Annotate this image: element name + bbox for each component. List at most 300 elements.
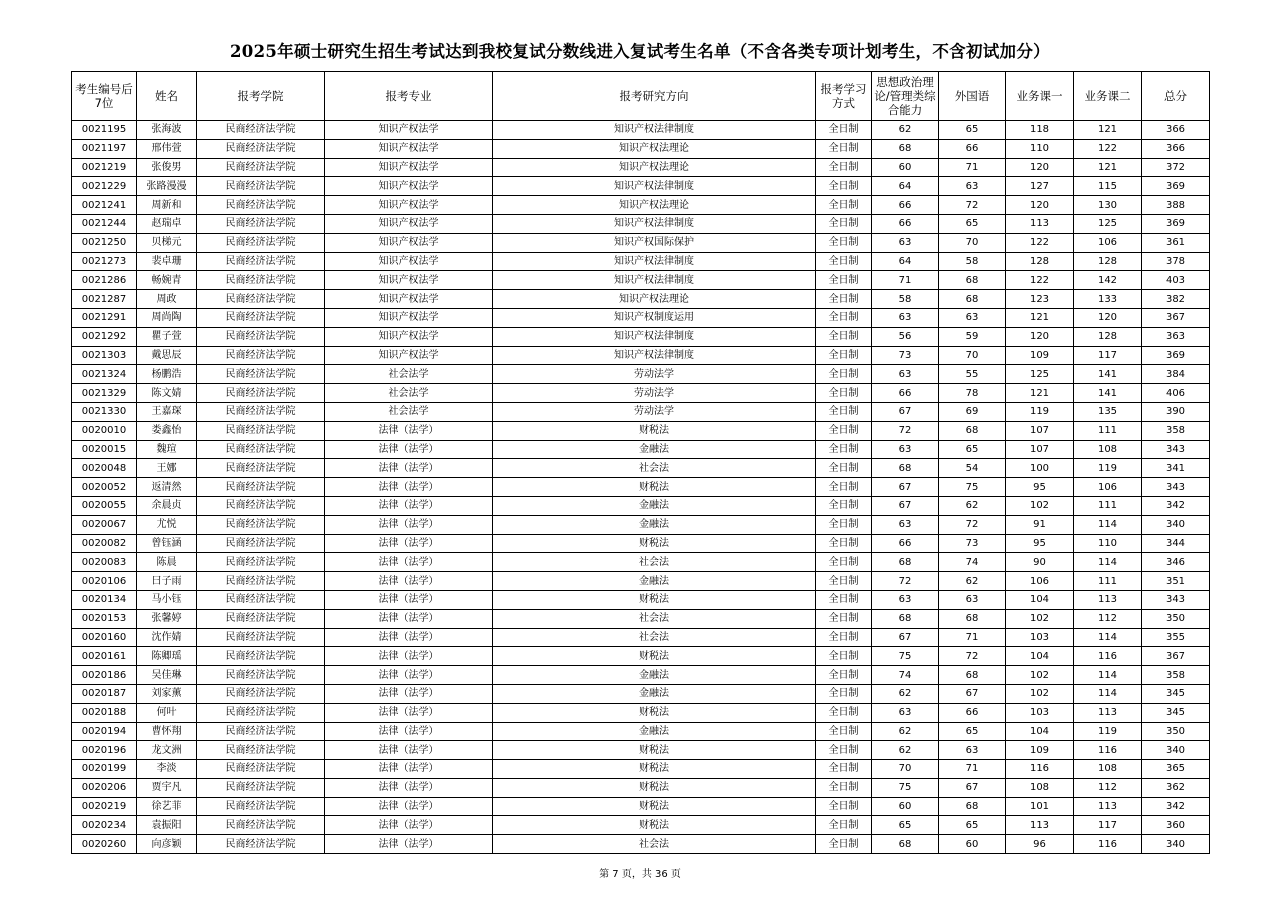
table-row [72,271,1210,290]
total-score-cell: 366 [1142,139,1210,158]
direction-cell: 财税法 [493,534,816,553]
candidate-id-cell: 0020194 [72,722,137,741]
direction-cell: 劳动法学 [493,402,816,421]
foreign-language-cell: 68 [939,271,1006,290]
subject-two-cell: 116 [1074,647,1142,666]
direction-cell: 财税法 [493,741,816,760]
study-mode-cell: 全日制 [816,835,872,854]
table-row [72,534,1210,553]
politics-score-cell: 58 [872,290,939,309]
college-cell: 民商经济法学院 [197,346,325,365]
major-cell: 法律（法学） [325,797,493,816]
name-cell: 陈卿瑶 [137,647,197,666]
study-mode-cell: 全日制 [816,402,872,421]
study-mode-cell: 全日制 [816,741,872,760]
direction-cell: 金融法 [493,572,816,591]
candidate-id-cell: 0021273 [72,252,137,271]
study-mode-cell: 全日制 [816,496,872,515]
subject-one-cell: 125 [1006,365,1074,384]
direction-cell: 知识产权法理论 [493,290,816,309]
college-cell: 民商经济法学院 [197,572,325,591]
foreign-language-cell: 62 [939,572,1006,591]
college-cell: 民商经济法学院 [197,308,325,327]
politics-score-cell: 68 [872,835,939,854]
direction-cell: 知识产权法律制度 [493,346,816,365]
total-score-cell: 343 [1142,478,1210,497]
subject-one-cell: 96 [1006,835,1074,854]
foreign-language-cell: 58 [939,252,1006,271]
major-cell: 法律（法学） [325,760,493,779]
foreign-language-cell: 68 [939,290,1006,309]
table-row [72,741,1210,760]
college-cell: 民商经济法学院 [197,647,325,666]
subject-two-cell: 117 [1074,346,1142,365]
total-score-cell: 390 [1142,402,1210,421]
major-cell: 知识产权法学 [325,196,493,215]
college-cell: 民商经济法学院 [197,139,325,158]
table-row [72,440,1210,459]
foreign-language-cell: 67 [939,684,1006,703]
total-score-cell: 358 [1142,421,1210,440]
major-cell: 知识产权法学 [325,327,493,346]
major-cell: 知识产权法学 [325,139,493,158]
foreign-language-cell: 71 [939,158,1006,177]
total-score-cell: 358 [1142,666,1210,685]
subject-two-cell: 142 [1074,271,1142,290]
college-cell: 民商经济法学院 [197,778,325,797]
college-cell: 民商经济法学院 [197,590,325,609]
foreign-language-cell: 65 [939,121,1006,140]
subject-two-cell: 113 [1074,797,1142,816]
name-cell: 陈晨 [137,553,197,572]
study-mode-cell: 全日制 [816,459,872,478]
study-mode-cell: 全日制 [816,121,872,140]
table-row [72,722,1210,741]
foreign-language-cell: 66 [939,703,1006,722]
total-score-cell: 369 [1142,346,1210,365]
study-mode-cell: 全日制 [816,214,872,233]
candidate-id-cell: 0021330 [72,402,137,421]
subject-two-cell: 122 [1074,139,1142,158]
name-cell: 马小钰 [137,590,197,609]
name-cell: 周政 [137,290,197,309]
subject-two-cell: 114 [1074,666,1142,685]
direction-cell: 知识产权法律制度 [493,271,816,290]
foreign-language-cell: 63 [939,177,1006,196]
name-cell: 赵瑞卓 [137,214,197,233]
name-cell: 张馨婷 [137,609,197,628]
foreign-language-cell: 55 [939,365,1006,384]
study-mode-cell: 全日制 [816,816,872,835]
politics-score-cell: 73 [872,346,939,365]
politics-score-cell: 70 [872,760,939,779]
college-cell: 民商经济法学院 [197,515,325,534]
header-subject-one: 业务课一 [1006,72,1074,121]
foreign-language-cell: 62 [939,496,1006,515]
name-cell: 徐艺菲 [137,797,197,816]
name-cell: 曾钰涵 [137,534,197,553]
college-cell: 民商经济法学院 [197,158,325,177]
header-research-direction: 报考研究方向 [493,72,816,121]
subject-two-cell: 135 [1074,402,1142,421]
table-row [72,233,1210,252]
subject-two-cell: 120 [1074,308,1142,327]
major-cell: 知识产权法学 [325,308,493,327]
subject-one-cell: 120 [1006,196,1074,215]
politics-score-cell: 67 [872,628,939,647]
study-mode-cell: 全日制 [816,609,872,628]
study-mode-cell: 全日制 [816,440,872,459]
subject-one-cell: 120 [1006,158,1074,177]
subject-one-cell: 103 [1006,628,1074,647]
politics-score-cell: 72 [872,421,939,440]
politics-score-cell: 68 [872,609,939,628]
name-cell: 邢伟萱 [137,139,197,158]
name-cell: 龙文洲 [137,741,197,760]
major-cell: 法律（法学） [325,628,493,647]
subject-one-cell: 104 [1006,722,1074,741]
college-cell: 民商经济法学院 [197,252,325,271]
direction-cell: 财税法 [493,647,816,666]
direction-cell: 财税法 [493,703,816,722]
major-cell: 法律（法学） [325,703,493,722]
table-row [72,703,1210,722]
college-cell: 民商经济法学院 [197,741,325,760]
total-score-cell: 382 [1142,290,1210,309]
candidate-id-cell: 0020219 [72,797,137,816]
subject-one-cell: 123 [1006,290,1074,309]
name-cell: 周尚陶 [137,308,197,327]
foreign-language-cell: 72 [939,196,1006,215]
study-mode-cell: 全日制 [816,346,872,365]
subject-two-cell: 121 [1074,121,1142,140]
table-row [72,365,1210,384]
subject-two-cell: 116 [1074,741,1142,760]
total-score-cell: 350 [1142,722,1210,741]
total-score-cell: 388 [1142,196,1210,215]
college-cell: 民商经济法学院 [197,327,325,346]
subject-one-cell: 104 [1006,590,1074,609]
subject-one-cell: 122 [1006,233,1074,252]
total-score-cell: 367 [1142,308,1210,327]
candidate-id-cell: 0020134 [72,590,137,609]
politics-score-cell: 63 [872,308,939,327]
name-cell: 畅婉青 [137,271,197,290]
candidate-id-cell: 0020160 [72,628,137,647]
major-cell: 法律（法学） [325,459,493,478]
subject-two-cell: 128 [1074,252,1142,271]
candidate-id-cell: 0021303 [72,346,137,365]
college-cell: 民商经济法学院 [197,214,325,233]
total-score-cell: 363 [1142,327,1210,346]
politics-score-cell: 63 [872,590,939,609]
college-cell: 民商经济法学院 [197,121,325,140]
foreign-language-cell: 65 [939,722,1006,741]
subject-one-cell: 113 [1006,214,1074,233]
college-cell: 民商经济法学院 [197,760,325,779]
college-cell: 民商经济法学院 [197,177,325,196]
candidate-id-cell: 0020187 [72,684,137,703]
subject-two-cell: 115 [1074,177,1142,196]
study-mode-cell: 全日制 [816,478,872,497]
total-score-cell: 342 [1142,797,1210,816]
college-cell: 民商经济法学院 [197,684,325,703]
table-row [72,778,1210,797]
subject-two-cell: 128 [1074,327,1142,346]
major-cell: 知识产权法学 [325,214,493,233]
study-mode-cell: 全日制 [816,421,872,440]
subject-one-cell: 121 [1006,384,1074,403]
major-cell: 知识产权法学 [325,233,493,252]
direction-cell: 财税法 [493,778,816,797]
total-score-cell: 345 [1142,703,1210,722]
study-mode-cell: 全日制 [816,271,872,290]
foreign-language-cell: 69 [939,402,1006,421]
subject-one-cell: 91 [1006,515,1074,534]
politics-score-cell: 64 [872,252,939,271]
major-cell: 社会法学 [325,365,493,384]
candidate-id-cell: 0020199 [72,760,137,779]
politics-score-cell: 71 [872,271,939,290]
college-cell: 民商经济法学院 [197,666,325,685]
name-cell: 戴思辰 [137,346,197,365]
subject-one-cell: 101 [1006,797,1074,816]
study-mode-cell: 全日制 [816,384,872,403]
total-score-cell: 369 [1142,177,1210,196]
header-subject-two: 业务课二 [1074,72,1142,121]
subject-two-cell: 114 [1074,553,1142,572]
table-row [72,797,1210,816]
subject-two-cell: 111 [1074,496,1142,515]
candidate-id-cell: 0020161 [72,647,137,666]
name-cell: 陈文婧 [137,384,197,403]
foreign-language-cell: 60 [939,835,1006,854]
total-score-cell: 361 [1142,233,1210,252]
table-row [72,346,1210,365]
header-total-score: 总分 [1142,72,1210,121]
total-score-cell: 378 [1142,252,1210,271]
direction-cell: 社会法 [493,628,816,647]
major-cell: 法律（法学） [325,816,493,835]
college-cell: 民商经济法学院 [197,628,325,647]
foreign-language-cell: 73 [939,534,1006,553]
college-cell: 民商经济法学院 [197,365,325,384]
foreign-language-cell: 68 [939,421,1006,440]
candidate-id-cell: 0021291 [72,308,137,327]
direction-cell: 知识产权法律制度 [493,327,816,346]
major-cell: 法律（法学） [325,534,493,553]
foreign-language-cell: 68 [939,666,1006,685]
name-cell: 王娜 [137,459,197,478]
direction-cell: 劳动法学 [493,365,816,384]
total-score-cell: 366 [1142,121,1210,140]
politics-score-cell: 68 [872,139,939,158]
subject-one-cell: 104 [1006,647,1074,666]
subject-two-cell: 130 [1074,196,1142,215]
politics-score-cell: 74 [872,666,939,685]
study-mode-cell: 全日制 [816,647,872,666]
candidate-id-cell: 0021219 [72,158,137,177]
college-cell: 民商经济法学院 [197,196,325,215]
total-score-cell: 362 [1142,778,1210,797]
table-row [72,478,1210,497]
name-cell: 周新和 [137,196,197,215]
name-cell: 尤悦 [137,515,197,534]
name-cell: 沈作婧 [137,628,197,647]
politics-score-cell: 56 [872,327,939,346]
subject-one-cell: 102 [1006,666,1074,685]
name-cell: 贝梯元 [137,233,197,252]
candidate-id-cell: 0020188 [72,703,137,722]
subject-two-cell: 116 [1074,835,1142,854]
major-cell: 法律（法学） [325,421,493,440]
foreign-language-cell: 74 [939,553,1006,572]
politics-score-cell: 68 [872,459,939,478]
college-cell: 民商经济法学院 [197,797,325,816]
study-mode-cell: 全日制 [816,553,872,572]
politics-score-cell: 62 [872,722,939,741]
major-cell: 法律（法学） [325,590,493,609]
major-cell: 法律（法学） [325,572,493,591]
candidate-id-cell: 0021324 [72,365,137,384]
total-score-cell: 403 [1142,271,1210,290]
major-cell: 社会法学 [325,402,493,421]
total-score-cell: 406 [1142,384,1210,403]
foreign-language-cell: 66 [939,139,1006,158]
study-mode-cell: 全日制 [816,290,872,309]
candidate-id-cell: 0020010 [72,421,137,440]
table-row [72,816,1210,835]
subject-one-cell: 107 [1006,421,1074,440]
direction-cell: 知识产权法律制度 [493,177,816,196]
candidate-id-cell: 0020206 [72,778,137,797]
study-mode-cell: 全日制 [816,233,872,252]
study-mode-cell: 全日制 [816,158,872,177]
foreign-language-cell: 75 [939,478,1006,497]
college-cell: 民商经济法学院 [197,553,325,572]
politics-score-cell: 64 [872,177,939,196]
direction-cell: 金融法 [493,684,816,703]
table-row [72,121,1210,140]
direction-cell: 金融法 [493,666,816,685]
politics-score-cell: 62 [872,121,939,140]
total-score-cell: 369 [1142,214,1210,233]
college-cell: 民商经济法学院 [197,816,325,835]
foreign-language-cell: 72 [939,647,1006,666]
candidate-id-cell: 0021241 [72,196,137,215]
table-row [72,496,1210,515]
subject-two-cell: 141 [1074,384,1142,403]
college-cell: 民商经济法学院 [197,384,325,403]
major-cell: 法律（法学） [325,478,493,497]
foreign-language-cell: 67 [939,778,1006,797]
subject-one-cell: 108 [1006,778,1074,797]
major-cell: 法律（法学） [325,440,493,459]
table-body [72,121,1210,854]
foreign-language-cell: 65 [939,214,1006,233]
subject-one-cell: 102 [1006,609,1074,628]
total-score-cell: 346 [1142,553,1210,572]
name-cell: 李淡 [137,760,197,779]
direction-cell: 金融法 [493,440,816,459]
candidate-id-cell: 0021244 [72,214,137,233]
name-cell: 娄鑫怡 [137,421,197,440]
direction-cell: 金融法 [493,722,816,741]
direction-cell: 知识产权法律制度 [493,121,816,140]
header-politics-score: 思想政治理论/管理类综合能力 [872,72,939,121]
subject-two-cell: 106 [1074,233,1142,252]
name-cell: 何叶 [137,703,197,722]
college-cell: 民商经济法学院 [197,459,325,478]
subject-one-cell: 119 [1006,402,1074,421]
college-cell: 民商经济法学院 [197,402,325,421]
table-row [72,572,1210,591]
subject-two-cell: 114 [1074,628,1142,647]
subject-two-cell: 121 [1074,158,1142,177]
table-header-row [72,72,1210,121]
table-row [72,609,1210,628]
subject-one-cell: 120 [1006,327,1074,346]
major-cell: 知识产权法学 [325,252,493,271]
politics-score-cell: 65 [872,816,939,835]
study-mode-cell: 全日制 [816,515,872,534]
table-row [72,459,1210,478]
subject-one-cell: 100 [1006,459,1074,478]
table-row [72,252,1210,271]
subject-one-cell: 90 [1006,553,1074,572]
subject-two-cell: 110 [1074,534,1142,553]
major-cell: 知识产权法学 [325,121,493,140]
direction-cell: 知识产权制度运用 [493,308,816,327]
subject-one-cell: 102 [1006,496,1074,515]
politics-score-cell: 63 [872,440,939,459]
subject-two-cell: 111 [1074,572,1142,591]
major-cell: 法律（法学） [325,609,493,628]
candidate-id-cell: 0020186 [72,666,137,685]
total-score-cell: 340 [1142,835,1210,854]
major-cell: 社会法学 [325,384,493,403]
candidate-id-cell: 0020015 [72,440,137,459]
subject-one-cell: 107 [1006,440,1074,459]
politics-score-cell: 63 [872,515,939,534]
foreign-language-cell: 68 [939,797,1006,816]
candidate-id-cell: 0021195 [72,121,137,140]
total-score-cell: 340 [1142,741,1210,760]
foreign-language-cell: 71 [939,760,1006,779]
major-cell: 法律（法学） [325,684,493,703]
subject-two-cell: 113 [1074,590,1142,609]
study-mode-cell: 全日制 [816,252,872,271]
candidate-id-cell: 0020153 [72,609,137,628]
foreign-language-cell: 70 [939,346,1006,365]
subject-one-cell: 109 [1006,346,1074,365]
foreign-language-cell: 63 [939,741,1006,760]
foreign-language-cell: 78 [939,384,1006,403]
study-mode-cell: 全日制 [816,327,872,346]
name-cell: 杨鹏浩 [137,365,197,384]
table-row [72,196,1210,215]
name-cell: 曰子雨 [137,572,197,591]
name-cell: 向彦颖 [137,835,197,854]
politics-score-cell: 75 [872,778,939,797]
subject-one-cell: 102 [1006,684,1074,703]
college-cell: 民商经济法学院 [197,609,325,628]
subject-one-cell: 121 [1006,308,1074,327]
subject-two-cell: 112 [1074,778,1142,797]
major-cell: 法律（法学） [325,553,493,572]
candidate-id-cell: 0021197 [72,139,137,158]
subject-two-cell: 133 [1074,290,1142,309]
